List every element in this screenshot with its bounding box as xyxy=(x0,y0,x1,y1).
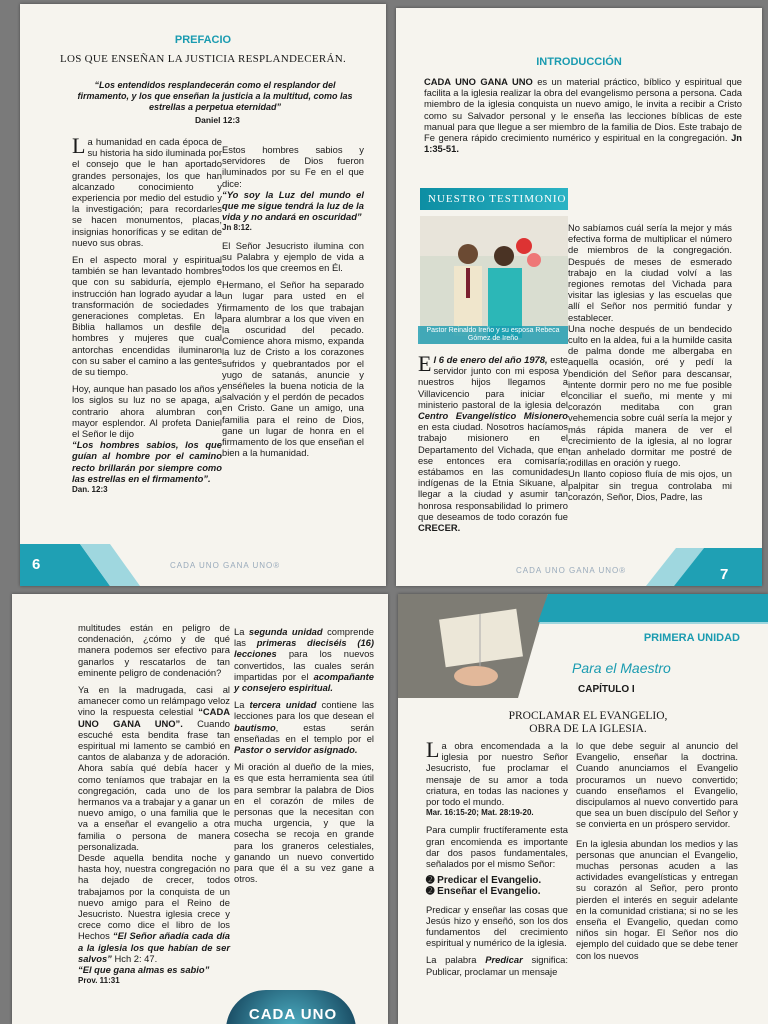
bullet-item: ➋ Predicar el Evangelio. xyxy=(426,875,542,887)
chapter-heading-2: OBRA DE LA IGLESIA. xyxy=(529,723,647,735)
church-name: Centro Evangelístico Misionero xyxy=(418,410,568,422)
emphasis: Pastor o servidor asignado. xyxy=(234,744,358,756)
quote: “El que gana almas es sabio” xyxy=(78,964,210,976)
epigraph-quote: “Los entendidos resplandecerán como el resplandor del firmamento, y los que enseñan la justicia a la multitud, como las estrellas a perpetua eternidad” xyxy=(77,80,353,112)
emphasis: tercera unidad xyxy=(249,699,317,711)
page-6 xyxy=(20,4,386,586)
emphasis: primeras dieciséis (16) lecciones xyxy=(234,637,374,660)
column-right xyxy=(568,222,732,502)
paragraph: Hermano, el Señor ha separado un lugar para usted en el firmamento de los que trabajan para alumbrar a los que viven en la oscuridad del pecado. Comience ahora mismo, expanda la luz de Cristo a los corazones sufridos y quebrantados por el yugo de satanás, anuncie y enséñeles la buena noticia de la salvación y el perdón de pecados en Cristo. Gane un amigo, una familia para el reino de Dios, gane un lugar de honra en el firmamento de los que enseñan el bien a la humanidad. xyxy=(222,279,364,459)
paragraph: Mi oración al dueño de la mies, es que esta herramienta sea útil para sembrar la palabra de Dios en el corazón de miles de personas que la necesitan con mucha urgencia, y que la cosecha se recoja en grande para los graneros celestiales, ganando un nuevo convertido para que él a su vez gane a otros. xyxy=(234,761,374,885)
paragraph: Una noche después de un bendecido culto en la aldea, fui a la humilde casita de palma donde me albergaba en aquella ocasión, oré y pedí la bendición del Señor para descansar, intente dormir pero no me fue posible conciliar el sueño, mi mente y mi corazón meditaba con gran vehemencia sobre cuál sería la mejor y más rápida manera de ver el crecimiento de la iglesia, al no lograr tan anhelado dormitar me postré de rodillas en oración y ruego. xyxy=(568,322,732,469)
paragraph: No sabíamos cuál sería la mejor y más efectiva forma de multiplicar el número de miembros de la congregación. Después de meses de esmerado trabajo en la ciudad volví a las regiones remotas del Vichada para visitar las iglesias y las escuelas que allí el Señor nos permitió fundar y establecer. xyxy=(568,222,732,323)
page-number: 6 xyxy=(32,556,41,573)
column-right xyxy=(222,144,364,464)
photo-caption: Pastor Reinaldo Ireño y su esposa Rebeca Gómez de Ireño xyxy=(418,326,568,344)
reference: Prov. 11:31 xyxy=(78,976,120,986)
paragraph: a humanidad en cada época de su historia ha sido iluminada por el consejo que le han aportado grandes personajes, los que han alcanzado conocimiento y experiencia por medio del estudio y la investigación; para recordarles se hacen monumentos, placas, insignias honoríficas y se editan de nuevo sus obras. xyxy=(72,136,222,248)
circle-arrow-icon: ➋ xyxy=(426,875,438,887)
paragraph: En el aspecto moral y espiritual también se han levantado hombres que con su sabiduría, ejemplo e instrucción han logrado ayudar a la transformación de sociedades y generaciones completas. En la Biblia hallamos un desfile de hombres y mujeres que cual antorchas encendidas iluminaron con su saber el camino a las gentes de su tiempo. xyxy=(72,254,222,378)
reference: Hch 2: 47. xyxy=(111,952,158,964)
epigraph-ref: Daniel 12:3 xyxy=(195,115,240,125)
chapter-label: CAPÍTULO I xyxy=(578,684,635,695)
chapter-heading-1: PROCLAMAR EL EVANGELIO, xyxy=(508,710,668,722)
paragraph: El Señor Jesucristo ilumina con su Palabra y ejemplo de vida a todos los que creemos en Él. xyxy=(222,239,364,274)
section-title: PREFACIO xyxy=(174,34,232,46)
dropcap: L xyxy=(426,737,440,762)
section-subtitle: LOS QUE ENSEÑAN LA JUSTICIA RESPLANDECERÁN. xyxy=(59,53,347,65)
paragraph: Predicar y enseñar las cosas que Jesús hizo y enseñó, son los dos fundamentos del crecimiento espiritual y numérico de la iglesia. xyxy=(426,903,568,949)
footer-brand: CADA UNO GANA UNO® xyxy=(170,561,281,570)
paragraph: lo que debe seguir al anuncio del Evangelio, enseñar la doctrina. Cuando anunciamos el Evangelio procuramos un nuevo convertido; cuando enseñamos el Evangelio, discipulamos al nuevo convertido para que sea un buen discípulo del Señor y se convierta en un próspero servidor. xyxy=(576,740,738,830)
emphasis: Predicar xyxy=(485,954,523,966)
couple-photo xyxy=(420,216,568,344)
footer-brand: CADA UNO GANA UNO® xyxy=(516,566,627,575)
paragraph: Estos hombres sabios y servidores de Dios fueron iluminados por su Fe en el que dice: xyxy=(222,144,364,189)
reference: Dan. 12:3 xyxy=(72,485,108,495)
testimony-banner: NUESTRO TESTIMONIO xyxy=(420,188,568,210)
corner-decoration xyxy=(646,548,762,586)
column-left: La obra encomendada a la iglesia por nuestro Señor Jesucristo, fue proclamar el mensaje de su amor a toda criatura, en todas las naciones y por todo el mundo. Mar. 16:15-20; Mat. 28:19-20. Para cumplir fructíferamente esta gran encomienda es importante dar dos pasos fundamentales, señalados por el mismo Señor: ➋ Predicar el Evangelio. ➋ Enseñar el Evangelio. Predicar y enseñar las cosas que Jesús hizo y enseñó, son los dos fundamentos del crecimiento espiritual y numérico de la iglesia. La palabra Predicar significa: Publicar, proclamar un mensaje xyxy=(426,737,568,977)
dropcap: E xyxy=(418,351,432,376)
unit-title: PRIMERA UNIDAD xyxy=(643,632,740,644)
column-left xyxy=(72,133,222,501)
emphasis: CRECER. xyxy=(418,522,461,534)
circle-arrow-icon: ➋ xyxy=(426,886,438,898)
page-9 xyxy=(398,594,768,1024)
emphasis: bautismo xyxy=(234,721,276,733)
intro-brand: CADA UNO GANA UNO xyxy=(424,76,533,87)
paragraph: Para cumplir fructíferamente esta gran encomienda es importante dar dos pasos fundamentales, señalados por el mismo Señor: xyxy=(426,824,568,870)
column-right xyxy=(576,740,738,967)
reference: Jn 8:12. xyxy=(222,223,252,233)
date-text: l 6 de enero del año 1978, xyxy=(433,354,548,365)
paragraph: este servidor junto con mi esposa y nuestros hijos llegamos a Villavicencio para iniciar el ministerio pastoral de la iglesia del xyxy=(418,354,569,410)
paragraph: Cuando escuché esta bendita frase tan espiritual mi lamento se cambió en cantos de alabanza y de adoración. Ahora sabía qué debía hacer y como teníamos que trabajar en la congregación, cada uno de los hermanos va a trabajar y a ganar un nuevo amigo, o una familia que le va a enseñar el evangelio a otra familia o persona de manera personalizada. xyxy=(78,717,230,852)
emphasis: acompañante y consejero espiritual. xyxy=(234,670,374,694)
paragraph: en esta ciudad. Nosotros hacíamos trabajo misionero en el Departamento del Vichada, que en ese entonces era comisaría; estábamos en las comunidades indígenas de la Etnia Sikuane, al llegar a la ciudad y asumir tan honrosa responsabilidad lo primero que deseamos de todo corazón fue xyxy=(418,421,568,522)
bullet-item: ➋ Enseñar el Evangelio. xyxy=(426,886,541,898)
emphasis: segunda unidad xyxy=(248,626,323,637)
quote: “Yo soy la Luz del mundo el que me sigue tendrá la luz de la vida y no andará en oscuridad” xyxy=(222,188,364,223)
emphasis: “CADA UNO GANA UNO”. xyxy=(78,706,230,729)
paragraph: Desde aquella bendita noche y hasta hoy, nuestra congregación no ha dejado de crecer, todos trabajamos por la conquista de un nuevo amigo para el Reino de Jesucristo. Nuestra iglesia crece y crece como dice el libro de los Hechos xyxy=(78,852,230,942)
paragraph: Un llanto copioso fluía de mis ojos, un palpitar sin tregua controlaba mi corazón, Señor, Dios, Padre, las xyxy=(568,468,732,502)
unit-subtitle: Para el Maestro xyxy=(572,660,671,676)
paragraph: Hoy, aunque han pasado los años y los siglos su luz no se apaga, al contrario ahora alumbran con mayor esplendor. Al profeta Daniel el Señor le dijo xyxy=(72,383,222,440)
intro-text: es un material práctico, bíblico y espiritual que facilita a la iglesia realizar la obra del evangelismo persona a persona. Cada miembro de la iglesia conquista un nuevo amigo, le invita a recibir a Cristo como su Salvador personal y le enseña las lecciones bíblicas de este manual para que llegue a ser miembro de la familia de Dios. Este trabajo de Fe genera rápido crecimiento numérico y espiritual en la congregación. xyxy=(424,76,743,144)
couple-photo-illustration xyxy=(420,216,568,344)
column-left xyxy=(78,622,230,993)
intro-paragraph xyxy=(424,76,742,154)
paragraph: Ya en la madrugada, casi al amanecer como un relámpago veloz vino la respuesta celestial xyxy=(78,684,230,718)
logo-text: CADA UNO xyxy=(248,1006,338,1023)
section-title: INTRODUCCIÓN xyxy=(536,56,622,68)
column-right: La segunda unidad comprende las primeras dieciséis (16) lecciones para los nuevos convertidos, las cuales serán impartidas por el acompañante y consejero espiritual. La tercera unidad contiene las lecciones para los que desean el bautismo, estas serán enseñadas en el templo por el Pastor o servidor asignado. Mi oración al dueño de la mies, es que esta herramienta sea útil para sembrar la palabra de Dios en el corazón de miles de personas que la necesitan con mucha urgencia, y que la cosecha se recoja en grande para los graneros celestiales, ganando un nuevo convertido para que él a su vez gane a otros. xyxy=(234,626,374,885)
paragraph: En la iglesia abundan los medios y las personas que anuncian el Evangelio, muchas personas acuden a las actividades evangelísticas y entregan su corazón al Señor, pero pronto pierden el interés en seguir adelante en la comunidad cristiana; si no se les enseña el Evangelio, quedan como niños sin hogar. El Señor nos dio ejemplo del cuidado que se debe tener con los nuevos xyxy=(576,837,738,961)
paragraph: multitudes están en peligro de condenación, ¿cómo y de qué manera podemos ser efectivo para ganarlos y rescatarlos de tan eminente peligro de condenación? xyxy=(78,622,230,678)
reference: Mar. 16:15-20; Mat. 28:19-20. xyxy=(426,808,534,818)
column-left xyxy=(418,351,569,534)
quote: “Los hombres sabios, los que guían al hombre por el camino recto brillarán por siempre como las estrellas en el firmamento”. xyxy=(72,439,222,484)
paragraph: a obra encomendada a la iglesia por nuestro Señor Jesucristo, fue proclamar el mensaje de su amor a toda criatura, en todas las naciones y por todo el mundo. xyxy=(426,740,568,808)
page-7 xyxy=(396,8,762,586)
page-8 xyxy=(12,594,388,1024)
quote: “El Señor añadía cada día a la iglesia los que habían de ser salvos” xyxy=(78,930,230,964)
dropcap: L xyxy=(72,133,86,158)
page-number: 7 xyxy=(720,566,729,583)
reference: Jn 1:35-51. xyxy=(424,132,743,155)
